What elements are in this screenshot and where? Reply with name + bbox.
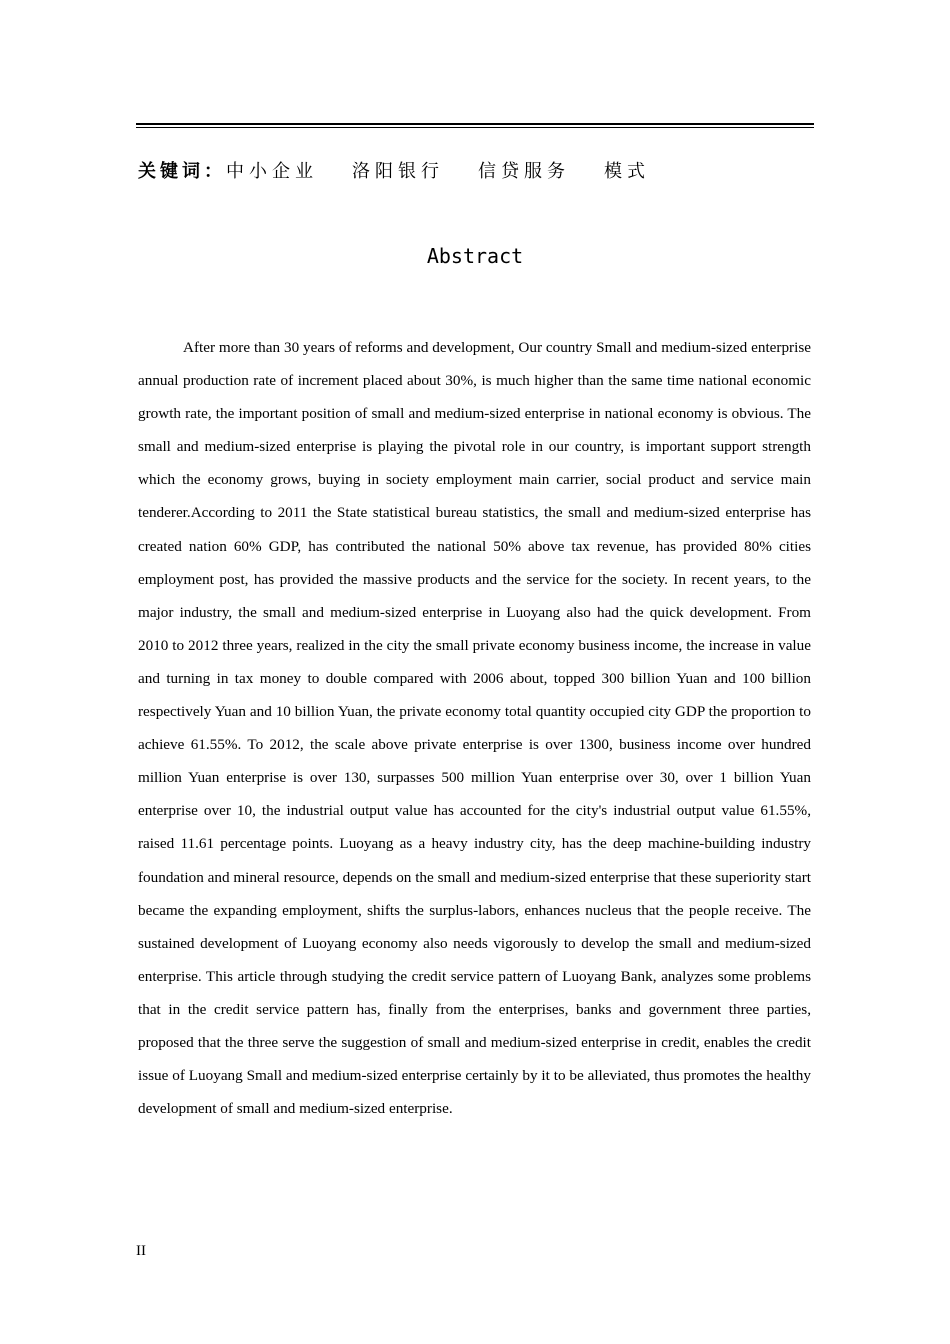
header-rule-thin	[136, 127, 814, 128]
keyword-pattern: 模式	[604, 161, 650, 182]
keywords-label: 关键词：	[138, 161, 226, 182]
abstract-body: After more than 30 years of reforms and development, Our country Small and medium-sized enterprise annual production rate of increment placed about 30%, is much higher than the same time national economic growth rate, the important position of small and medium-sized enterprise in national economy is obvious. The small and medium-sized enterprise is playing the pivotal role in our country, is important support strength which the economy grows, buying in society employment main carrier, social product and service main tenderer.According to 2011 the State statistical bureau statistics, the small and medium-sized enterprise has created nation 60% GDP, has contributed the national 50% above tax revenue, has provided 80% cities employment post, has provided the massive products and the service for the society. In recent years, to the major industry, the small and medium-sized enterprise in Luoyang also had the quick development. From 2010 to 2012 three years, realized in the city the small private economy business income, the increase in value and turning in tax money to double compared with 2006 about, topped 300 billion Yuan and 100 billion respectively Yuan and 10 billion Yuan, the private economy total quantity occupied city GDP the proportion to achieve 61.55%. To 2012, the scale above private enterprise is over 1300, business income over hundred million Yuan enterprise is over 130, surpasses 500 million Yuan enterprise over 30, over 1 billion Yuan enterprise over 10, the industrial output value has accounted for the city's industrial output value 61.55%, raised 11.61 percentage points. Luoyang as a heavy industry city, has the deep machine-building industry foundation and mineral resource, depends on the small and medium-sized enterprise that these superiority start became the expanding employment, shifts the surplus-labors, enhances nucleus that the people receive. The sustained development of Luoyang economy also needs vigorously to develop the small and medium-sized enterprise. This article through studying the credit service pattern of Luoyang Bank, analyzes some problems that in the credit service pattern has, finally from the enterprises, banks and government three parties, proposed that the three serve the suggestion of small and medium-sized enterprise in credit, enables the credit issue of Luoyang Small and medium-sized enterprise certainly by it to be alleviated, thus promotes the healthy development of small and medium-sized enterprise.	[138, 339, 811, 1118]
abstract-title: Abstract	[426, 244, 524, 268]
keyword-credit-service: 信贷服务	[478, 161, 570, 182]
page-number: II	[136, 1243, 146, 1259]
keyword-sme: 中小企业	[226, 161, 318, 182]
keyword-luoyang-bank: 洛阳银行	[352, 161, 444, 182]
keywords-line	[138, 160, 650, 184]
header-rule-thick	[136, 123, 814, 125]
